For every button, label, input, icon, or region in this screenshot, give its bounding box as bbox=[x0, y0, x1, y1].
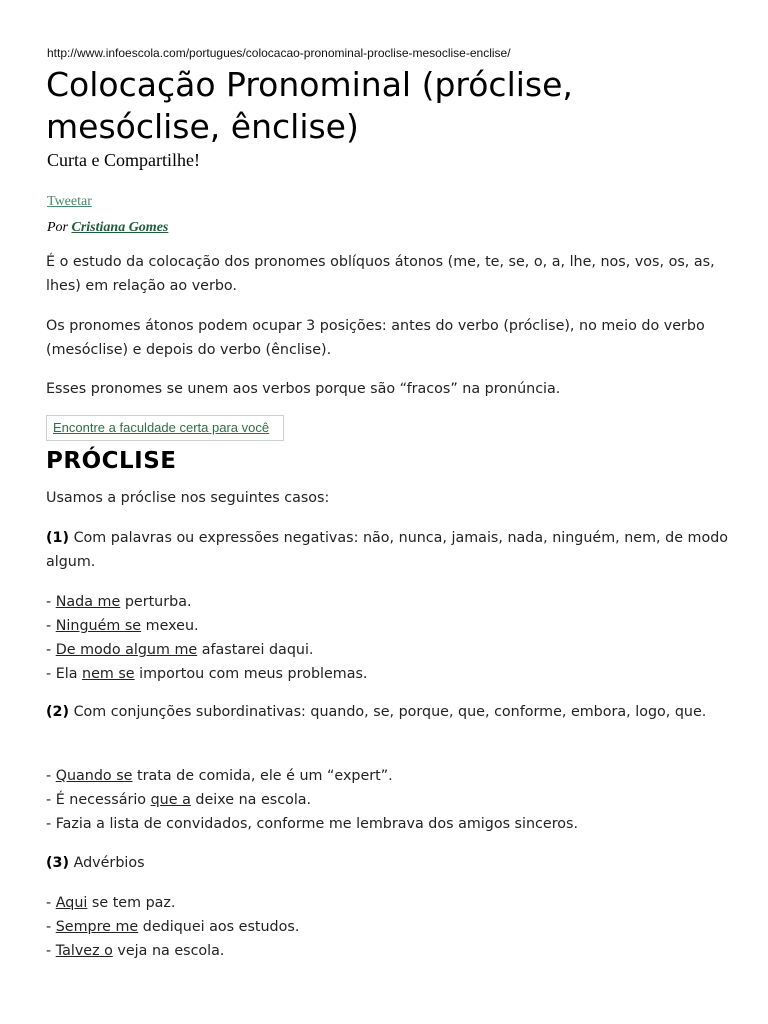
example-rest: importou com meus problemas. bbox=[134, 666, 368, 682]
example-prefix: - bbox=[46, 919, 56, 935]
example-prefix: - bbox=[46, 618, 56, 634]
example-rest: trata de comida, ele é um “expert”. bbox=[132, 768, 393, 784]
byline-prefix: Por bbox=[47, 220, 72, 235]
page-title: Colocação Pronominal (próclise, mesóclise, ênclise) bbox=[46, 65, 573, 146]
intro-paragraph-3: Esses pronomes se unem aos verbos porque são “fracos” na pronúncia. bbox=[46, 381, 561, 397]
example-line bbox=[46, 812, 736, 836]
example-underlined: nem se bbox=[82, 666, 135, 682]
intro-paragraph-1: É o estudo da colocação dos pronomes oblíquos átonos (me, te, se, o, a, lhe, nos, vos, os, as, lhes) em relação ao verbo. bbox=[46, 254, 715, 294]
case-text: Advérbios bbox=[69, 855, 145, 871]
section-heading: PRÓCLISE bbox=[46, 448, 177, 474]
example-underlined: que a bbox=[150, 792, 191, 808]
case-3 bbox=[46, 851, 736, 875]
example-line bbox=[46, 662, 736, 686]
example-underlined: Sempre me bbox=[55, 919, 139, 935]
case-1-examples bbox=[46, 590, 736, 686]
example-line bbox=[46, 590, 736, 614]
case-3-examples bbox=[46, 891, 736, 963]
example-rest: perturba. bbox=[120, 594, 192, 610]
page-url: http://www.infoescola.com/portugues/colocacao-pronominal-proclise-mesoclise-enclise/ bbox=[47, 46, 511, 60]
ad-link[interactable]: Encontre a faculdade certa para você bbox=[46, 415, 284, 441]
example-prefix: - bbox=[46, 594, 56, 610]
case-number: (2) bbox=[46, 704, 70, 720]
case-number: (3) bbox=[46, 855, 70, 871]
example-underlined: Quando se bbox=[55, 768, 133, 784]
example-underlined: Aqui bbox=[55, 895, 88, 911]
example-prefix: - bbox=[46, 768, 56, 784]
example-rest: dediquei aos estudos. bbox=[138, 919, 300, 935]
case-text: Com conjunções subordinativas: quando, se, porque, que, conforme, embora, logo, que. bbox=[69, 704, 707, 720]
author-link[interactable]: Cristiana Gomes bbox=[71, 220, 169, 235]
example-prefix: - Fazia a lista de convidados, conforme me lembrava dos amigos sinceros. bbox=[46, 816, 579, 832]
tweet-link[interactable]: Tweetar bbox=[47, 194, 92, 209]
example-rest: afastarei daqui. bbox=[197, 642, 314, 658]
case-number: (1) bbox=[46, 530, 70, 546]
example-prefix: - bbox=[46, 943, 56, 959]
example-line bbox=[46, 614, 736, 638]
example-line bbox=[46, 891, 736, 915]
case-2-examples bbox=[46, 764, 736, 836]
example-rest: se tem paz. bbox=[87, 895, 176, 911]
example-line bbox=[46, 939, 736, 963]
share-text: Curta e Compartilhe! bbox=[47, 150, 200, 170]
example-line bbox=[46, 915, 736, 939]
byline bbox=[47, 220, 168, 236]
example-prefix: - bbox=[46, 642, 56, 658]
example-line bbox=[46, 788, 736, 812]
example-underlined: Nada me bbox=[55, 594, 121, 610]
example-underlined: Ninguém se bbox=[55, 618, 142, 634]
intro-paragraph-2: Os pronomes átonos podem ocupar 3 posições: antes do verbo (próclise), no meio do verbo (mesóclise) e depois do verbo (ênclise). bbox=[46, 318, 705, 358]
example-prefix: - É necessário bbox=[46, 792, 151, 808]
case-1 bbox=[46, 526, 736, 574]
example-rest: mexeu. bbox=[141, 618, 199, 634]
section-lead: Usamos a próclise nos seguintes casos: bbox=[46, 490, 330, 506]
example-line bbox=[46, 764, 736, 788]
example-line bbox=[46, 638, 736, 662]
example-prefix: - bbox=[46, 895, 56, 911]
example-rest: veja na escola. bbox=[112, 943, 225, 959]
example-underlined: Talvez o bbox=[55, 943, 113, 959]
case-text: Com palavras ou expressões negativas: não, nunca, jamais, nada, ninguém, nem, de modo algum. bbox=[46, 530, 729, 570]
example-prefix: - Ela bbox=[46, 666, 83, 682]
example-underlined: De modo algum me bbox=[55, 642, 198, 658]
case-2 bbox=[46, 700, 736, 724]
example-rest: deixe na escola. bbox=[190, 792, 312, 808]
